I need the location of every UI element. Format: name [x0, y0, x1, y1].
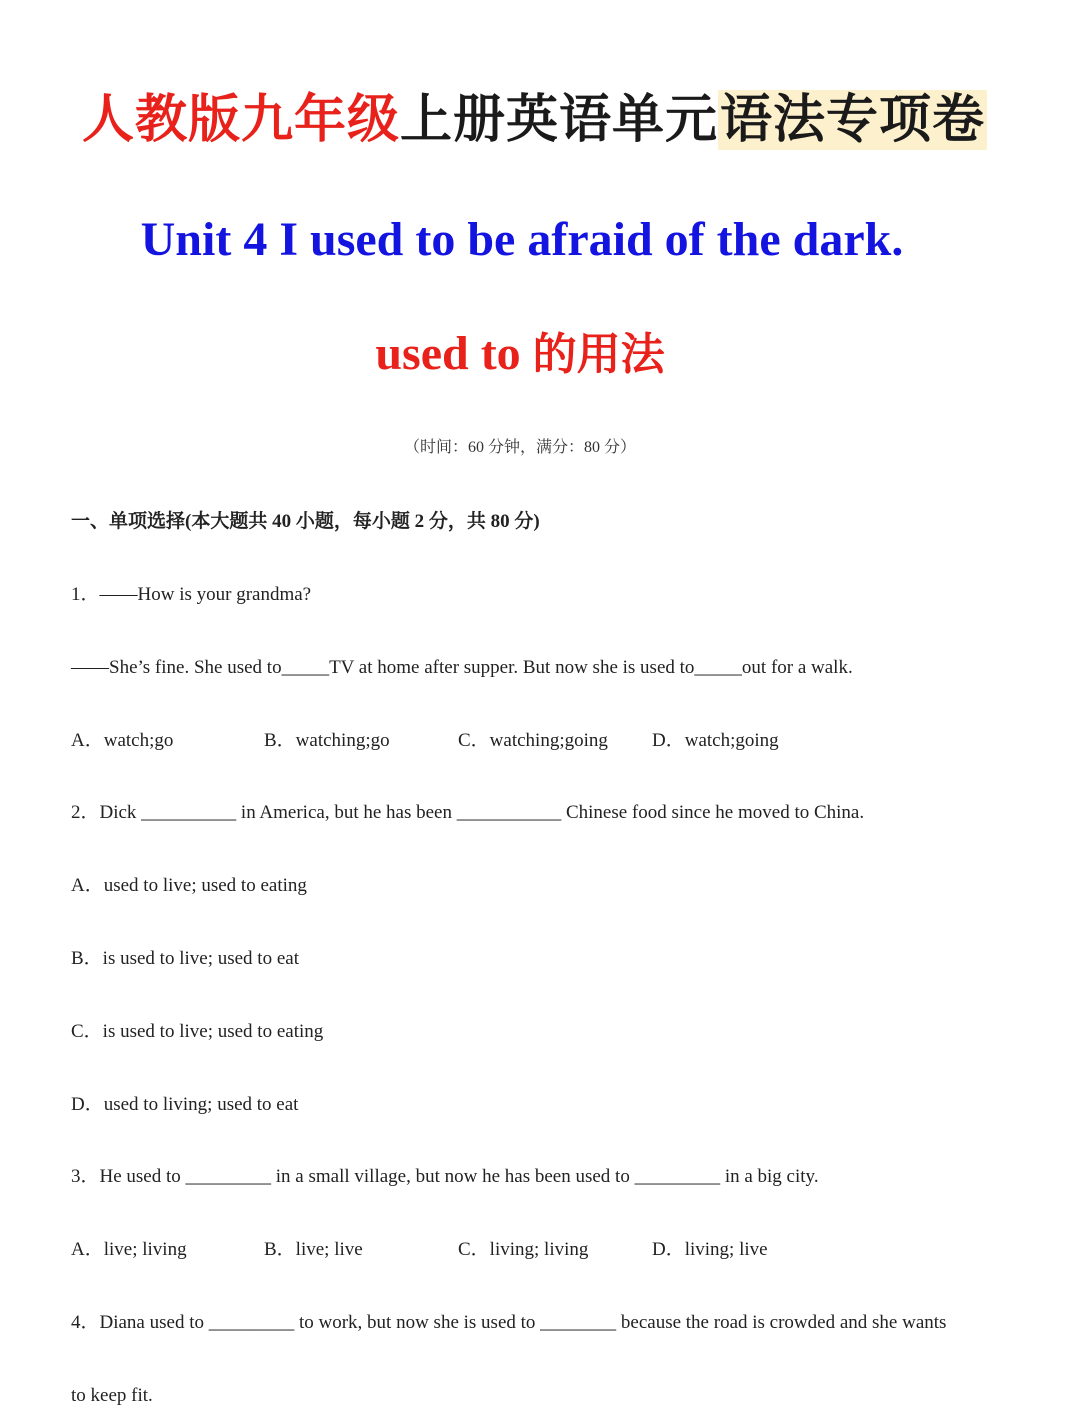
question-2-option-c: C．is used to live; used to eating [71, 1021, 324, 1042]
question-1-prompt: 1．——How is your grandma? [71, 584, 312, 605]
question-4-prompt-continued: to keep fit. [71, 1385, 153, 1406]
question-3-option-c: C．living; living [458, 1239, 589, 1260]
question-3-option-a: A．live; living [71, 1239, 187, 1260]
question-2-option-a: A．used to live; used to eating [71, 875, 307, 896]
question-1-option-a: A．watch;go [71, 730, 174, 751]
question-2-prompt: 2．Dick __________ in America, but he has been ___________ Chinese food since he moved to China. [71, 802, 865, 823]
question-1-option-b: B．watching;go [264, 730, 390, 751]
question-3-option-d: D．living; live [652, 1239, 768, 1260]
question-1-option-d: D．watch;going [652, 730, 779, 751]
question-3-prompt: 3．He used to _________ in a small village, but now he has been used to _________ in a big city. [71, 1166, 819, 1187]
unit-title: Unit 4 I used to be afraid of the dark. [140, 213, 904, 266]
question-2-option-d: D．used to living; used to eat [71, 1094, 299, 1115]
main-title-red-part: 人教版九年级 [81, 90, 400, 150]
grammar-topic-cn: 的用法 [532, 329, 665, 380]
question-1-option-c: C．watching;going [458, 730, 608, 751]
main-title [0, 82, 1069, 158]
question-2-option-b: B．is used to live; used to eat [71, 948, 299, 969]
question-4-prompt: 4．Diana used to _________ to work, but now she is used to ________ because the road is crowded and she wants [71, 1312, 947, 1333]
section-heading: 一、单项选择(本大题共 40 小题，每小题 2 分，共 80 分) [71, 511, 540, 532]
question-3-option-b: B．live; live [264, 1239, 363, 1260]
question-1-response: ——She’s fine. She used to_____TV at home after supper. But now she is used to_____out for a walk. [71, 657, 853, 678]
main-title-highlighted-part: 语法专项卷 [720, 90, 986, 150]
exam-time-score-info: （时间：60 分钟，满分：80 分） [403, 439, 636, 456]
grammar-topic-en: used to [375, 327, 533, 380]
main-title-dark-part: 上册英语单元 [399, 90, 718, 150]
grammar-topic-title [0, 324, 1040, 385]
